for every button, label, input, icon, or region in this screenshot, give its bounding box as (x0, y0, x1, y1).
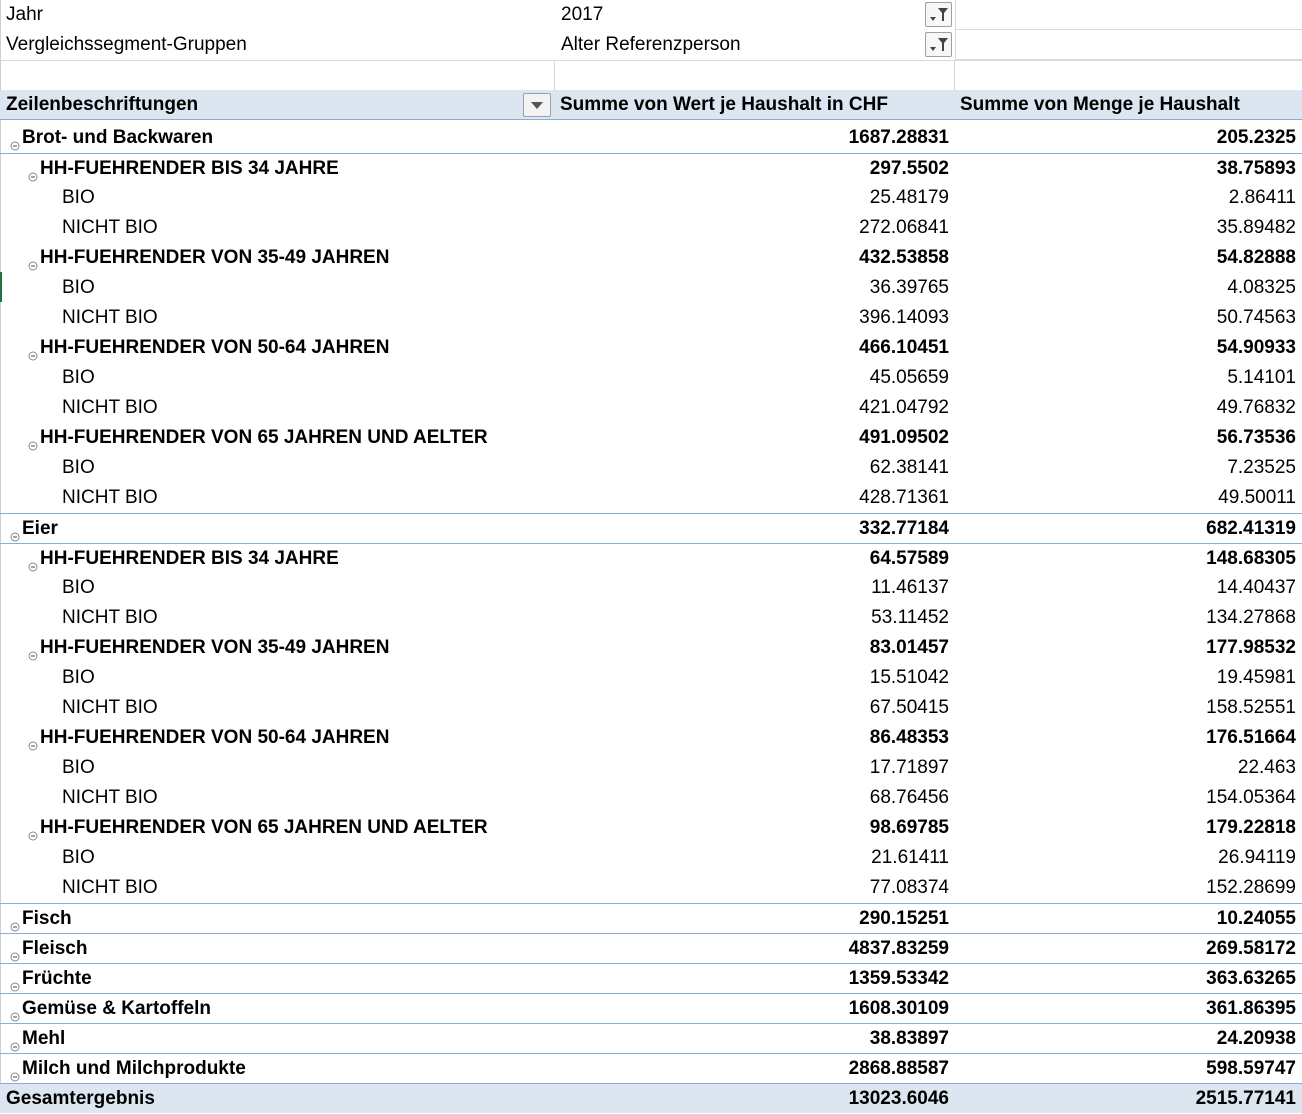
collapse-icon[interactable] (10, 912, 20, 922)
pivot-header-row (0, 90, 1302, 120)
row-label-text: BIO (62, 757, 95, 778)
grand-total-quantity: 2515.77141 (1195, 1088, 1296, 1109)
row-label (0, 183, 555, 213)
row-label (0, 393, 555, 423)
age-group-row (0, 813, 1302, 843)
value-cell[interactable]: 25.48179 (869, 187, 949, 208)
value-cell[interactable]: 36.39765 (869, 277, 949, 298)
value-cell[interactable]: 491.09502 (859, 427, 949, 448)
age-group-row (0, 333, 1302, 363)
row-label-text: NICHT BIO (62, 877, 158, 898)
age-group-row (0, 243, 1302, 273)
row-label-text: BIO (62, 277, 95, 298)
value-cell[interactable]: 86.48353 (869, 727, 949, 748)
age-group-row (0, 723, 1302, 753)
collapse-icon[interactable] (10, 522, 20, 532)
age-group-row (0, 633, 1302, 663)
row-label-text: HH-FUEHRENDER VON 35-49 JAHREN (40, 247, 390, 268)
bio-row (0, 873, 1302, 903)
row-label (0, 813, 555, 843)
quantity-cell[interactable]: 205.2325 (1216, 127, 1296, 148)
bio-row (0, 663, 1302, 693)
quantity-cell[interactable]: 177.98532 (1206, 637, 1296, 658)
bio-row (0, 693, 1302, 723)
row-label-text: BIO (62, 667, 95, 688)
value-column-header: Summe von Wert je Haushalt in CHF (560, 94, 888, 115)
value-cell[interactable]: 53.11452 (871, 607, 949, 628)
row-label-text: BIO (62, 577, 95, 598)
quantity-cell[interactable]: 24.20938 (1216, 1028, 1296, 1049)
quantity-cell[interactable]: 158.52551 (1206, 697, 1296, 718)
quantity-cell[interactable]: 50.74563 (1216, 307, 1296, 328)
bio-row (0, 843, 1302, 873)
value-cell[interactable]: 98.69785 (869, 817, 949, 838)
collapse-icon[interactable] (28, 162, 38, 172)
filter-icon (926, 33, 951, 56)
row-label (0, 964, 555, 994)
quantity-cell[interactable]: 14.40437 (1216, 577, 1296, 598)
quantity-cell[interactable]: 49.50011 (1218, 487, 1296, 508)
bio-row (0, 183, 1302, 213)
row-label-text: Fleisch (22, 938, 88, 959)
filter-year-button[interactable] (925, 2, 952, 27)
row-label-text: HH-FUEHRENDER VON 50-64 JAHREN (40, 337, 390, 358)
row-label (0, 333, 555, 363)
filter-value-segment[interactable]: Alter Referenzperson (561, 34, 741, 55)
row-label (0, 783, 555, 813)
bio-row (0, 273, 1302, 303)
row-label-text: NICHT BIO (62, 607, 158, 628)
bio-row (0, 483, 1302, 513)
bio-row (0, 363, 1302, 393)
collapse-icon[interactable] (28, 731, 38, 741)
collapse-icon[interactable] (28, 552, 38, 562)
value-cell[interactable]: 466.10451 (859, 337, 949, 358)
quantity-cell[interactable]: 361.86395 (1206, 998, 1296, 1019)
gridline (554, 61, 555, 91)
value-cell[interactable]: 332.77184 (859, 518, 949, 539)
row-label-text: HH-FUEHRENDER BIS 34 JAHRE (40, 548, 339, 569)
row-label (0, 514, 555, 544)
category-row (0, 123, 1302, 153)
collapse-icon[interactable] (10, 1062, 20, 1072)
value-cell[interactable]: 38.83897 (869, 1028, 949, 1049)
bio-row (0, 573, 1302, 603)
quantity-cell[interactable]: 148.68305 (1206, 548, 1296, 569)
row-label-text: NICHT BIO (62, 787, 158, 808)
row-label (0, 1054, 555, 1084)
row-label (0, 423, 555, 453)
row-label (0, 544, 555, 574)
value-cell[interactable]: 1608.30109 (848, 998, 949, 1019)
row-label (0, 693, 555, 723)
value-cell[interactable]: 11.46137 (871, 577, 949, 598)
value-cell[interactable]: 432.53858 (859, 247, 949, 268)
blank-row (0, 60, 1302, 90)
quantity-cell[interactable]: 5.14101 (1227, 367, 1296, 388)
row-label (0, 453, 555, 483)
row-label (0, 603, 555, 633)
row-label (0, 303, 555, 333)
filter-row-year (0, 0, 1302, 30)
quantity-cell[interactable]: 19.45981 (1216, 667, 1296, 688)
row-label (0, 994, 555, 1024)
filter-segment-button[interactable] (925, 32, 952, 57)
row-label-text: HH-FUEHRENDER VON 65 JAHREN UND AELTER (40, 427, 488, 448)
filter-label-segment: Vergleichssegment-Gruppen (6, 34, 247, 55)
value-cell[interactable]: 21.61411 (871, 847, 949, 868)
value-cell[interactable]: 15.51042 (869, 667, 949, 688)
value-cell[interactable]: 1359.53342 (848, 968, 949, 989)
value-cell[interactable]: 290.15251 (859, 908, 949, 929)
category-row (0, 1053, 1302, 1083)
collapse-icon[interactable] (10, 1002, 20, 1012)
category-row (0, 903, 1302, 933)
quantity-cell[interactable]: 2.86411 (1228, 187, 1296, 208)
quantity-cell[interactable]: 35.89482 (1216, 217, 1296, 238)
collapse-icon[interactable] (28, 431, 38, 441)
quantity-cell[interactable]: 10.24055 (1216, 908, 1296, 929)
row-label-text: BIO (62, 367, 95, 388)
row-label-text: NICHT BIO (62, 217, 158, 238)
grand-total-label: Gesamtergebnis (6, 1088, 155, 1109)
category-row (0, 963, 1302, 993)
value-cell[interactable]: 62.38141 (869, 457, 949, 478)
row-label (0, 904, 555, 934)
row-label (0, 483, 555, 513)
quantity-cell[interactable]: 54.82888 (1216, 247, 1296, 268)
grand-total-row (0, 1083, 1302, 1113)
quantity-cell[interactable]: 54.90933 (1216, 337, 1296, 358)
category-row (0, 933, 1302, 963)
quantity-cell[interactable]: 179.22818 (1206, 817, 1296, 838)
collapse-icon[interactable] (28, 641, 38, 651)
row-label-text: BIO (62, 457, 95, 478)
value-cell[interactable]: 421.04792 (859, 397, 949, 418)
dropdown-arrow-icon (524, 94, 550, 116)
collapse-icon[interactable] (10, 942, 20, 952)
collapse-icon[interactable] (10, 131, 20, 141)
row-label-text: Früchte (22, 968, 92, 989)
row-label-text: Brot- und Backwaren (22, 127, 214, 148)
row-label-text: BIO (62, 847, 95, 868)
row-label (0, 123, 555, 153)
value-cell[interactable]: 83.01457 (869, 637, 949, 658)
gridline (954, 61, 955, 91)
quantity-cell[interactable]: 682.41319 (1206, 518, 1296, 539)
grand-total-value: 13023.6046 (848, 1088, 949, 1109)
value-cell[interactable]: 272.06841 (859, 217, 949, 238)
value-cell[interactable]: 396.14093 (859, 307, 949, 328)
value-cell[interactable]: 64.57589 (869, 548, 949, 569)
row-label (0, 1024, 555, 1054)
row-label (0, 573, 555, 603)
quantity-cell[interactable]: 176.51664 (1206, 727, 1296, 748)
row-label (0, 663, 555, 693)
collapse-icon[interactable] (10, 972, 20, 982)
row-labels-dropdown-button[interactable] (523, 93, 551, 117)
collapse-icon[interactable] (28, 341, 38, 351)
bio-row (0, 213, 1302, 243)
row-label-text: Eier (22, 518, 58, 539)
category-row (0, 1023, 1302, 1053)
value-cell[interactable]: 67.50415 (869, 697, 949, 718)
row-label-text: HH-FUEHRENDER VON 35-49 JAHREN (40, 637, 390, 658)
bio-row (0, 303, 1302, 333)
row-label-text: Milch und Milchprodukte (22, 1058, 246, 1079)
value-cell[interactable]: 1687.28831 (848, 127, 949, 148)
row-label-text: NICHT BIO (62, 487, 158, 508)
quantity-cell[interactable]: 49.76832 (1216, 397, 1296, 418)
active-cell-indicator (0, 272, 2, 302)
bio-row (0, 393, 1302, 423)
row-label (0, 723, 555, 753)
quantity-cell[interactable]: 56.73536 (1216, 427, 1296, 448)
row-label-text: HH-FUEHRENDER VON 65 JAHREN UND AELTER (40, 817, 488, 838)
bio-row (0, 453, 1302, 483)
bio-row (0, 783, 1302, 813)
bio-row (0, 603, 1302, 633)
collapse-icon[interactable] (28, 251, 38, 261)
row-label-text: BIO (62, 187, 95, 208)
bio-row (0, 753, 1302, 783)
row-label (0, 934, 555, 964)
value-cell[interactable]: 17.71897 (869, 757, 949, 778)
quantity-cell[interactable]: 38.75893 (1216, 158, 1296, 179)
category-row (0, 513, 1302, 543)
row-labels-header: Zeilenbeschriftungen (6, 94, 199, 115)
row-label-text: Fisch (22, 908, 72, 929)
quantity-cell[interactable]: 4.08325 (1227, 277, 1296, 298)
value-cell[interactable]: 2868.88587 (848, 1058, 949, 1079)
row-label-text: HH-FUEHRENDER BIS 34 JAHRE (40, 158, 339, 179)
row-label-text: Gemüse & Kartoffeln (22, 998, 211, 1019)
value-cell[interactable]: 428.71361 (859, 487, 949, 508)
value-cell[interactable]: 45.05659 (869, 367, 949, 388)
age-group-row (0, 423, 1302, 453)
row-label-text: NICHT BIO (62, 397, 158, 418)
value-cell[interactable]: 4837.83259 (848, 938, 949, 959)
quantity-cell[interactable]: 134.27868 (1206, 607, 1296, 628)
quantity-cell[interactable]: 598.59747 (1206, 1058, 1296, 1079)
quantity-column-header: Summe von Menge je Haushalt (960, 94, 1240, 115)
row-label (0, 843, 555, 873)
row-label (0, 873, 555, 903)
collapse-icon[interactable] (28, 821, 38, 831)
collapse-icon[interactable] (10, 1032, 20, 1042)
filter-value-year[interactable]: 2017 (561, 4, 604, 25)
row-label-text: NICHT BIO (62, 697, 158, 718)
age-group-row (0, 153, 1302, 183)
quantity-cell[interactable]: 152.28699 (1206, 877, 1296, 898)
value-cell[interactable]: 77.08374 (869, 877, 949, 898)
quantity-cell[interactable]: 154.05364 (1206, 787, 1296, 808)
row-label (0, 154, 555, 184)
quantity-cell[interactable]: 7.23525 (1227, 457, 1296, 478)
row-label (0, 363, 555, 393)
quantity-cell[interactable]: 269.58172 (1206, 938, 1296, 959)
filter-label-year: Jahr (6, 4, 43, 25)
age-group-row (0, 543, 1302, 573)
row-label-text: HH-FUEHRENDER VON 50-64 JAHREN (40, 727, 390, 748)
quantity-cell[interactable]: 363.63265 (1206, 968, 1296, 989)
value-cell[interactable]: 297.5502 (869, 158, 949, 179)
filter-empty-cell (955, 30, 1302, 60)
quantity-cell[interactable]: 26.94119 (1218, 847, 1296, 868)
filter-empty-cell (955, 0, 1302, 30)
category-row (0, 993, 1302, 1023)
row-label (0, 243, 555, 273)
row-label (0, 213, 555, 243)
row-label (0, 753, 555, 783)
filter-row-segment (0, 30, 1302, 60)
row-label (0, 633, 555, 663)
quantity-cell[interactable]: 22.463 (1237, 757, 1296, 778)
value-cell[interactable]: 68.76456 (869, 787, 949, 808)
row-label (0, 273, 555, 303)
row-label-text: NICHT BIO (62, 307, 158, 328)
row-label-text: Mehl (22, 1028, 66, 1049)
filter-icon (926, 3, 951, 26)
